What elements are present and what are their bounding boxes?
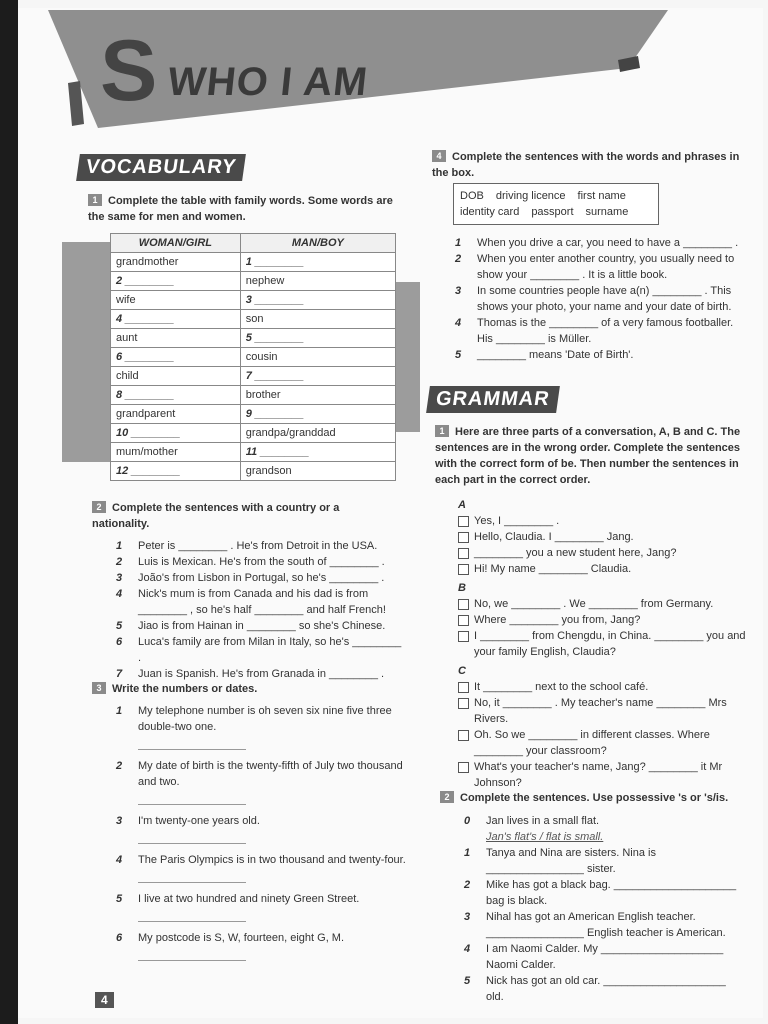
unit-title: WHO I AM: [165, 60, 371, 104]
item-text: ________ means 'Date of Birth'.: [477, 349, 634, 361]
answer-line[interactable]: [138, 948, 246, 961]
table-cell: aunt: [111, 329, 241, 348]
item-text: ________ you a new student here, Jang?: [474, 547, 677, 559]
item-number: 2: [116, 760, 123, 772]
item-number: 7: [116, 668, 123, 680]
item-text: No, we ________ . We ________ from Germany.: [474, 598, 714, 610]
order-checkbox[interactable]: [458, 762, 469, 773]
word-box-item: passport: [531, 206, 574, 218]
table-cell: son: [240, 310, 395, 329]
list-item: [458, 759, 748, 791]
table-cell: grandmother: [111, 253, 241, 272]
table-cell: grandparent: [111, 405, 241, 424]
answer-cell[interactable]: 4 ________: [111, 310, 241, 329]
item-text: Hello, Claudia. I ________ Jang.: [474, 531, 634, 543]
exercise-number: 2: [440, 791, 454, 803]
order-checkbox[interactable]: [458, 698, 469, 709]
item-text: I am Naomi Calder. My ____________________ Naomi Calder.: [486, 943, 724, 971]
item-text: Peter is ________ . He's from Detroit in the USA.: [138, 540, 378, 552]
item-text: Nick has got an old car. ____________________ old.: [486, 975, 726, 1003]
table-row: [111, 462, 396, 481]
page-number: 4: [95, 992, 114, 1008]
item-number: 4: [464, 943, 471, 955]
item-number: 1: [464, 847, 471, 859]
answer-cell[interactable]: 11 ________: [240, 443, 395, 462]
example-answer: Jan's flat's / flat is small.: [486, 831, 604, 843]
list-item: [458, 561, 748, 577]
item-number: 5: [116, 893, 123, 905]
item-text: Oh. So we ________ in different classes. Where ________ your classroom?: [474, 729, 710, 757]
item-number: 4: [116, 588, 123, 600]
item-text: My postcode is S, W, fourteen, eight G, M.: [138, 932, 345, 944]
table-cell: child: [111, 367, 241, 386]
table-row: [111, 367, 396, 386]
item-number: 5: [464, 975, 471, 987]
item-text: Juan is Spanish. He's from Granada in ________ .: [138, 668, 385, 680]
list-item: [458, 529, 748, 545]
item-text: Luis is Mexican. He's from the south of ________ .: [138, 556, 385, 568]
answer-cell[interactable]: 6 ________: [111, 348, 241, 367]
part-label: A: [458, 499, 466, 511]
list-item: [116, 891, 412, 922]
item-text: Nihal has got an American English teacher. ________________ English teacher is American.: [486, 911, 726, 939]
item-text: No, it ________ . My teacher's name ________ Mrs Rivers.: [474, 697, 727, 725]
list-item[interactable]: [464, 909, 744, 941]
vocab-ex2-items: [116, 538, 406, 682]
decor-block: [392, 282, 420, 432]
table-cell: mum/mother: [111, 443, 241, 462]
list-item[interactable]: [455, 283, 745, 315]
instruction-text: Complete the sentences with a country or a nationality.: [92, 502, 340, 530]
list-item[interactable]: [116, 618, 406, 634]
answer-line[interactable]: [138, 909, 246, 922]
exercise-number: 2: [92, 501, 106, 513]
vocab-ex3-items: [116, 703, 412, 969]
answer-cell[interactable]: 2 ________: [111, 272, 241, 291]
table-cell: cousin: [240, 348, 395, 367]
item-text: My date of birth is the twenty-fifth of July two thousand and two.: [138, 760, 403, 788]
answer-cell[interactable]: 9 ________: [240, 405, 395, 424]
order-checkbox[interactable]: [458, 532, 469, 543]
instruction-text: Complete the sentences. Use possessive 's or 's/is.: [460, 792, 729, 804]
table-cell: grandpa/granddad: [240, 424, 395, 443]
word-box-item: first name: [577, 190, 626, 202]
list-item[interactable]: [455, 347, 745, 363]
list-item[interactable]: [464, 941, 744, 973]
list-item: [116, 852, 412, 883]
list-item[interactable]: [455, 315, 745, 347]
answer-cell[interactable]: 8 ________: [111, 386, 241, 405]
vocab-ex4-instruction: [432, 149, 742, 181]
vocabulary-heading: VOCABULARY: [76, 154, 246, 181]
vocab-ex1-instruction: [88, 193, 398, 225]
answer-cell[interactable]: 7 ________: [240, 367, 395, 386]
table-row: [111, 329, 396, 348]
table-row: [111, 310, 396, 329]
word-box-item: identity card: [460, 206, 520, 218]
word-box: [453, 183, 659, 225]
vocab-ex2-instruction: [92, 500, 382, 532]
exercise-number: 1: [88, 194, 102, 206]
item-text: The Paris Olympics is in two thousand and twenty-four.: [138, 854, 406, 866]
order-checkbox[interactable]: [458, 599, 469, 610]
answer-cell[interactable]: 3 ________: [240, 291, 395, 310]
vocab-ex4-items: [455, 235, 745, 363]
item-text: My telephone number is oh seven six nine five three double-two one.: [138, 705, 392, 733]
list-item[interactable]: [116, 666, 406, 682]
grammar-heading: GRAMMAR: [426, 386, 559, 413]
item-number: 3: [455, 285, 462, 297]
grammar-ex2-instruction: [440, 790, 750, 806]
list-item[interactable]: [116, 538, 406, 554]
order-checkbox[interactable]: [458, 682, 469, 693]
item-number: 3: [464, 911, 471, 923]
list-item: [458, 695, 748, 727]
list-item: [458, 596, 748, 612]
item-text: Tanya and Nina are sisters. Nina is ________________ sister.: [486, 847, 656, 875]
item-number: 1: [455, 237, 462, 249]
item-text: Hi! My name ________ Claudia.: [474, 563, 632, 575]
list-item[interactable]: [116, 570, 406, 586]
item-text: Nick's mum is from Canada and his dad is from ________ , so he's half ________ and half French!: [138, 588, 386, 616]
answer-line[interactable]: [138, 792, 246, 805]
instruction-text: Here are three parts of a conversation, A, B and C. The sentences are in the wrong order. Complete the sentences with the correct form of be. Then number the sentences in each part in the correct order.: [435, 426, 741, 486]
item-text: Thomas is the ________ of a very famous footballer. His ________ is Müller.: [477, 317, 734, 345]
part-label: B: [458, 582, 466, 594]
item-number: 0: [464, 815, 471, 827]
instruction-text: Complete the sentences with the words and phrases in the box.: [432, 151, 740, 179]
answer-cell[interactable]: 5 ________: [240, 329, 395, 348]
item-text: What's your teacher's name, Jang? ________ it Mr Johnson?: [474, 761, 723, 789]
list-item[interactable]: [464, 877, 744, 909]
list-item: [458, 612, 748, 628]
item-text: Luca's family are from Milan in Italy, so he's ________ .: [138, 636, 402, 664]
item-text: Yes, I ________ .: [474, 515, 560, 527]
list-item[interactable]: [464, 973, 744, 1005]
list-item: [458, 727, 748, 759]
list-item: [464, 813, 744, 845]
family-words-table: [110, 233, 396, 481]
item-text: Jiao is from Hainan in ________ so she's Chinese.: [138, 620, 386, 632]
instruction-text: Write the numbers or dates.: [112, 683, 258, 695]
unit-letter: S: [100, 23, 158, 119]
decor-block: [62, 242, 117, 462]
instruction-text: Complete the table with family words. Some words are the same for men and women.: [88, 195, 393, 223]
word-box-item: surname: [585, 206, 629, 218]
item-number: 3: [116, 572, 123, 584]
item-text: I ________ from Chengdu, in China. ________ you and your family English, Claudia?: [474, 630, 746, 658]
list-item: [458, 513, 748, 529]
word-box-item: DOB: [460, 190, 484, 202]
answer-cell[interactable]: 12 ________: [111, 462, 241, 481]
table-row: [111, 424, 396, 443]
list-item: [116, 703, 412, 750]
item-number: 5: [455, 349, 462, 361]
grammar-ex2-items: [464, 813, 744, 1005]
list-item: [458, 679, 748, 695]
order-checkbox[interactable]: [458, 615, 469, 626]
answer-cell[interactable]: 10 ________: [111, 424, 241, 443]
item-text: Where ________ you from, Jang?: [474, 614, 641, 626]
item-text: When you enter another country, you usually need to show your ________ . It is a little book.: [477, 253, 735, 281]
list-item: [116, 758, 412, 805]
exercise-number: 4: [432, 150, 446, 162]
list-item[interactable]: [116, 554, 406, 570]
list-item[interactable]: [455, 235, 745, 251]
item-number: 2: [464, 879, 471, 891]
list-item[interactable]: [455, 251, 745, 283]
list-item: [116, 813, 412, 844]
item-number: 6: [116, 636, 123, 648]
item-text: I live at two hundred and ninety Green Street.: [138, 893, 360, 905]
vocab-ex3-instruction: [92, 681, 382, 697]
table-row: [111, 291, 396, 310]
answer-cell[interactable]: 1 ________: [240, 253, 395, 272]
item-number: 2: [455, 253, 462, 265]
item-text: In some countries people have a(n) ________ . This shows your photo, your name and your date of birth.: [477, 285, 732, 313]
item-text: It ________ next to the school café.: [474, 681, 649, 693]
exercise-number: 1: [435, 425, 449, 437]
page-binding-edge: [0, 0, 18, 1024]
conversation-parts: [458, 494, 748, 791]
table-row: [111, 272, 396, 291]
table-cell: wife: [111, 291, 241, 310]
answer-line[interactable]: [138, 870, 246, 883]
list-item: [116, 930, 412, 961]
item-text: João's from Lisbon in Portugal, so he's ________ .: [138, 572, 385, 584]
item-text: Jan lives in a small flat.: [486, 815, 600, 827]
order-checkbox[interactable]: [458, 548, 469, 559]
item-number: 2: [116, 556, 123, 568]
part-label: C: [458, 665, 466, 677]
order-checkbox[interactable]: [458, 564, 469, 575]
table-cell: brother: [240, 386, 395, 405]
answer-line[interactable]: [138, 831, 246, 844]
table-row: [111, 405, 396, 424]
order-checkbox[interactable]: [458, 631, 469, 642]
order-checkbox[interactable]: [458, 516, 469, 527]
table-row: [111, 348, 396, 367]
item-text: Mike has got a black bag. ____________________ bag is black.: [486, 879, 737, 907]
item-number: 6: [116, 932, 123, 944]
table-header: WOMAN/GIRL: [111, 234, 241, 253]
exercise-number: 3: [92, 682, 106, 694]
table-row: [111, 253, 396, 272]
table-cell: grandson: [240, 462, 395, 481]
list-item[interactable]: [464, 845, 744, 877]
item-number: 1: [116, 705, 123, 717]
item-number: 5: [116, 620, 123, 632]
item-text: When you drive a car, you need to have a ________ .: [477, 237, 739, 249]
table-row: [111, 386, 396, 405]
item-number: 4: [116, 854, 123, 866]
item-text: I'm twenty-one years old.: [138, 815, 260, 827]
order-checkbox[interactable]: [458, 730, 469, 741]
grammar-ex1-instruction: [435, 424, 745, 488]
answer-line[interactable]: [138, 737, 246, 750]
list-item: [458, 545, 748, 561]
table-cell: nephew: [240, 272, 395, 291]
table-header: MAN/BOY: [240, 234, 395, 253]
list-item[interactable]: [116, 586, 406, 618]
item-number: 4: [455, 317, 462, 329]
table-row: [111, 443, 396, 462]
item-number: 3: [116, 815, 123, 827]
list-item[interactable]: [116, 634, 406, 666]
item-number: 1: [116, 540, 123, 552]
word-box-item: driving licence: [495, 190, 566, 202]
list-item: [458, 628, 748, 660]
